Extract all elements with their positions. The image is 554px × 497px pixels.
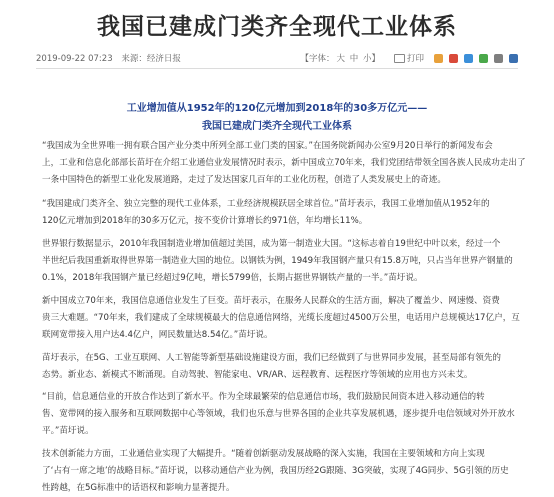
wechat-icon[interactable] bbox=[479, 54, 488, 63]
paragraph-line: “我国成为全世界唯一拥有联合国产业分类中所列全部工业门类的国家。”在国务院新闻办公室9月20日举行的新闻发布会 bbox=[42, 141, 493, 151]
paragraph-line: 苗圩表示，在5G、工业互联网、人工智能等新型基础设施建设方面，我们已经做到了与世界同步发展，甚至局部有领先的 bbox=[42, 353, 502, 363]
subtitle-line-2: 我国已建成门类齐全现代工业体系 bbox=[202, 121, 352, 132]
print-button[interactable] bbox=[394, 52, 424, 64]
paragraph-line: 新中国成立70年来，我国信息通信业发生了巨变。苗圩表示，在服务人民群众的生活方面，解决了覆盖少、网速慢、资费 bbox=[42, 296, 500, 306]
paragraph-1 bbox=[42, 138, 526, 189]
paragraph-line: 半世纪后我国重新取得世界第一制造业大国的地位。以钢铁为例，1949年我国钢产量只有15.8万吨，只占当年世界产钢量的 bbox=[42, 256, 513, 266]
article-meta bbox=[36, 52, 518, 66]
print-label: 打印 bbox=[406, 54, 424, 64]
paragraph-line: 联网宽带接入用户达4.4亿户，网民数量达8.54亿。”苗圩说。 bbox=[42, 330, 273, 340]
paragraph-line: 态势。新业态、新模式不断涌现。自动驾驶、智能家电、VR/AR、远程教育、远程医疗等领域的应用也方兴未艾。 bbox=[42, 370, 473, 380]
font-size-small-button[interactable]: 小】 bbox=[362, 54, 380, 64]
qzone-icon[interactable] bbox=[434, 54, 443, 63]
tencent-weibo-icon[interactable] bbox=[464, 54, 473, 63]
paragraph-line: 0.1%，2018年我国钢产量已经超过9亿吨，增长5799倍，长期占据世界钢铁产量的一半。”苗圩说。 bbox=[42, 273, 423, 283]
article-title: 我国已建成门类齐全现代工业体系 bbox=[97, 14, 457, 40]
paragraph-line: 世界银行数据显示，2010年我国制造业增加值超过美国，成为第一制造业大国。“这标志着自19世纪中叶以来，经过一个 bbox=[42, 239, 501, 249]
paragraph-line: 了‘占有一席之地’的战略目标。”苗圩说，以移动通信产业为例，我国历经2G跟随、3G突破，实现了4G同步、5G引领的历史 bbox=[42, 466, 509, 476]
paragraph-7 bbox=[42, 446, 520, 497]
paragraph-4 bbox=[42, 293, 520, 344]
paragraph-5 bbox=[42, 350, 520, 384]
font-size-label: 【字体： bbox=[300, 54, 335, 64]
renren-icon[interactable] bbox=[509, 54, 518, 63]
font-size-medium-button[interactable]: 中 bbox=[349, 54, 359, 64]
article-source: 来源：经济日报 bbox=[121, 54, 181, 64]
paragraph-line: 贵三大难题。“70年来，我们建成了全球规模最大的信息通信网络，光缆长度超过4500万公里，电话用户总规模达17亿户，互 bbox=[42, 313, 520, 323]
paragraph-6 bbox=[42, 389, 520, 440]
meta-divider bbox=[36, 68, 518, 69]
paragraph-2 bbox=[42, 196, 520, 230]
subtitle-line-1: 工业增加值从1952年的120亿元增加到2018年的30多万亿元—— bbox=[126, 103, 428, 114]
paragraph-line: 技术创新能力方面，工业通信业实现了大幅提升。“随着创新驱动发展战略的深入实施，我国在主要领域和方向上实现 bbox=[42, 449, 485, 459]
paragraph-line: “我国建成门类齐全、独立完整的现代工业体系，工业经济规模跃居全球首位。”苗圩表示，我国工业增加值从1952年的 bbox=[42, 199, 490, 209]
paragraph-line: 售、宽带网的接入服务和互联网数据中心等领域，我们也乐意与世界各国的企业共享发展机遇，逐步提升电信领域对外开放水 bbox=[42, 409, 515, 419]
printer-icon bbox=[394, 54, 405, 63]
paragraph-3 bbox=[42, 236, 520, 287]
font-size-control bbox=[299, 52, 380, 64]
paragraph-line: 性跨越，在5G标准中的话语权和影响力显著提升。 bbox=[42, 483, 235, 493]
paragraph-line: 120亿元增加到2018年的30多万亿元，按不变价计算增长约971倍，年均增长11%。 bbox=[42, 216, 368, 226]
paragraph-line: 平。”苗圩说。 bbox=[42, 426, 94, 436]
publish-date: 2019-09-22 07:23 bbox=[36, 54, 113, 64]
share-bar bbox=[434, 54, 518, 63]
weibo-icon[interactable] bbox=[449, 54, 458, 63]
font-size-large-button[interactable]: 大 bbox=[336, 54, 346, 64]
paragraph-line: “目前，信息通信业的开放合作达到了新水平。作为全球最繁荣的信息通信市场，我们鼓励民间资本进入移动通信的转 bbox=[42, 392, 485, 402]
paragraph-line: 一条中国特色的新型工业化发展道路，走过了发达国家几百年的工业化历程，创造了人类发展史上的奇迹。 bbox=[42, 175, 446, 185]
more-icon[interactable] bbox=[494, 54, 503, 63]
meta-tools bbox=[299, 52, 518, 64]
paragraph-line: 上，工业和信息化部部长苗圩在介绍工业通信业发展情况时表示，新中国成立70年来，我们党团结带领全国各族人民成功走出了 bbox=[42, 158, 526, 168]
